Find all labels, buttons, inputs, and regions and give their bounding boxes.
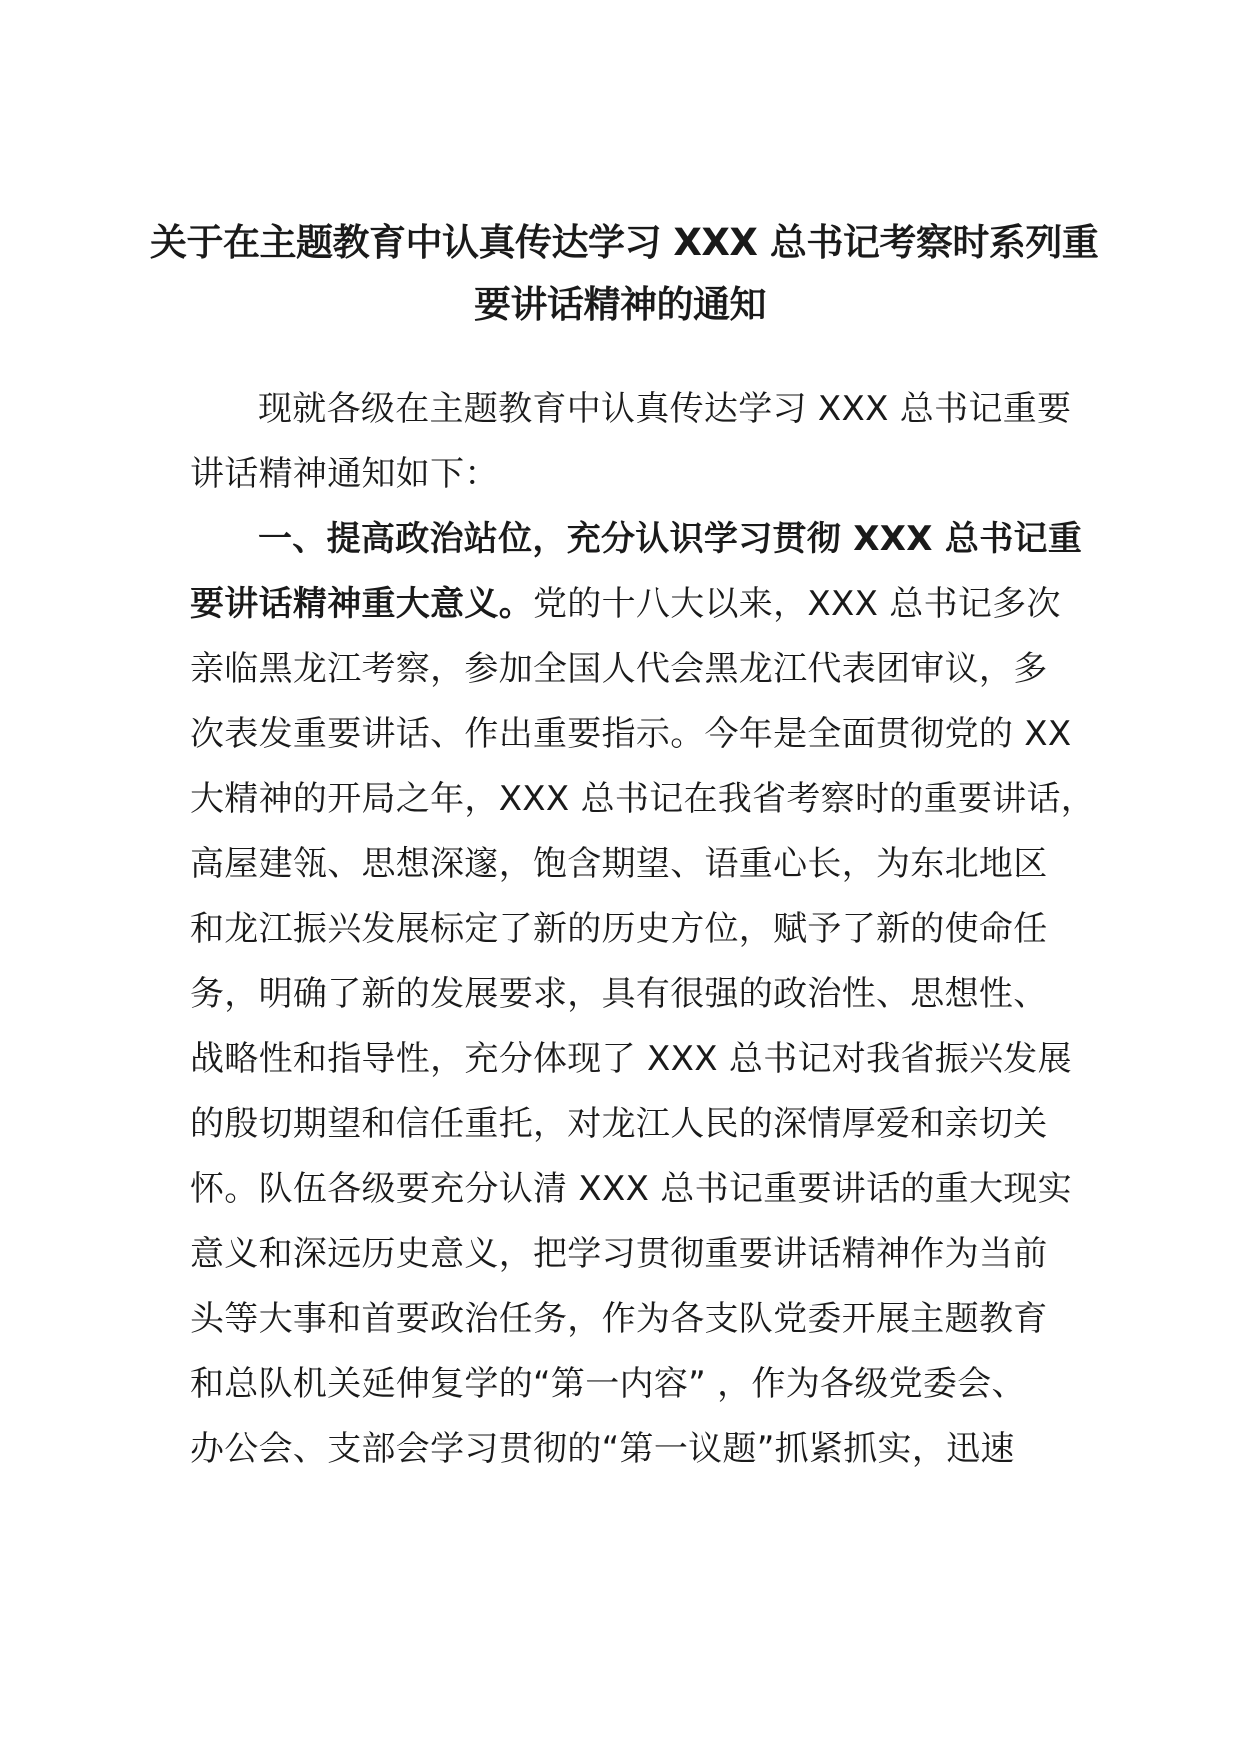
intro-line-2: 讲话精神通知如下： bbox=[190, 454, 499, 494]
paragraph-line: 的殷切期望和信任重托，对龙江人民的深情厚爱和亲切关 bbox=[190, 1104, 1048, 1144]
paragraph-line: 务，明确了新的发展要求，具有很强的政治性、思想性、 bbox=[190, 974, 1048, 1014]
document-title-line-1: 关于在主题教育中认真传达学习 XXX 总书记考察时系列重 bbox=[150, 221, 1099, 264]
intro-line-1: 现就各级在主题教育中认真传达学习 XXX 总书记重要 bbox=[258, 389, 1072, 429]
section-1-heading-end: 要讲话精神重大意义。 bbox=[190, 584, 533, 624]
paragraph-line: 意义和深远历史意义，把学习贯彻重要讲话精神作为当前 bbox=[190, 1234, 1048, 1274]
paragraph-line: 亲临黑龙江考察，参加全国人代会黑龙江代表团审议，多 bbox=[190, 649, 1048, 689]
section-1-text-start: 党的十八大以来，XXX 总书记多次 bbox=[533, 584, 1061, 624]
paragraph-line: 战略性和指导性，充分体现了 XXX 总书记对我省振兴发展 bbox=[190, 1039, 1072, 1079]
paragraph-line: 大精神的开局之年，XXX 总书记在我省考察时的重要讲话， bbox=[190, 779, 1096, 819]
document-body bbox=[190, 377, 1096, 1482]
paragraph-line: 办公会、支部会学习贯彻的“第一议题”抓紧抓实，迅速 bbox=[190, 1429, 1015, 1469]
document-title-line-2: 要讲话精神的通知 bbox=[474, 283, 766, 326]
paragraph-line: 次表发重要讲话、作出重要指示。今年是全面贯彻党的 XX bbox=[190, 714, 1072, 754]
paragraph-line: 高屋建瓴、思想深邃，饱含期望、语重心长，为东北地区 bbox=[190, 844, 1048, 884]
section-1-line-2 bbox=[190, 572, 1090, 637]
paragraph-line: 和龙江振兴发展标定了新的历史方位，赋予了新的使命任 bbox=[190, 909, 1048, 949]
paragraph-line: 和总队机关延伸复学的“第一内容” ，作为各级党委会、 bbox=[190, 1364, 1026, 1404]
paragraph-line: 怀。队伍各级要充分认清 XXX 总书记重要讲话的重大现实 bbox=[190, 1169, 1072, 1209]
paragraph-line: 头等大事和首要政治任务，作为各支队党委开展主题教育 bbox=[190, 1299, 1048, 1339]
section-1-heading: 一、提高政治站位，充分认识学习贯彻 XXX 总书记重 bbox=[258, 519, 1083, 559]
